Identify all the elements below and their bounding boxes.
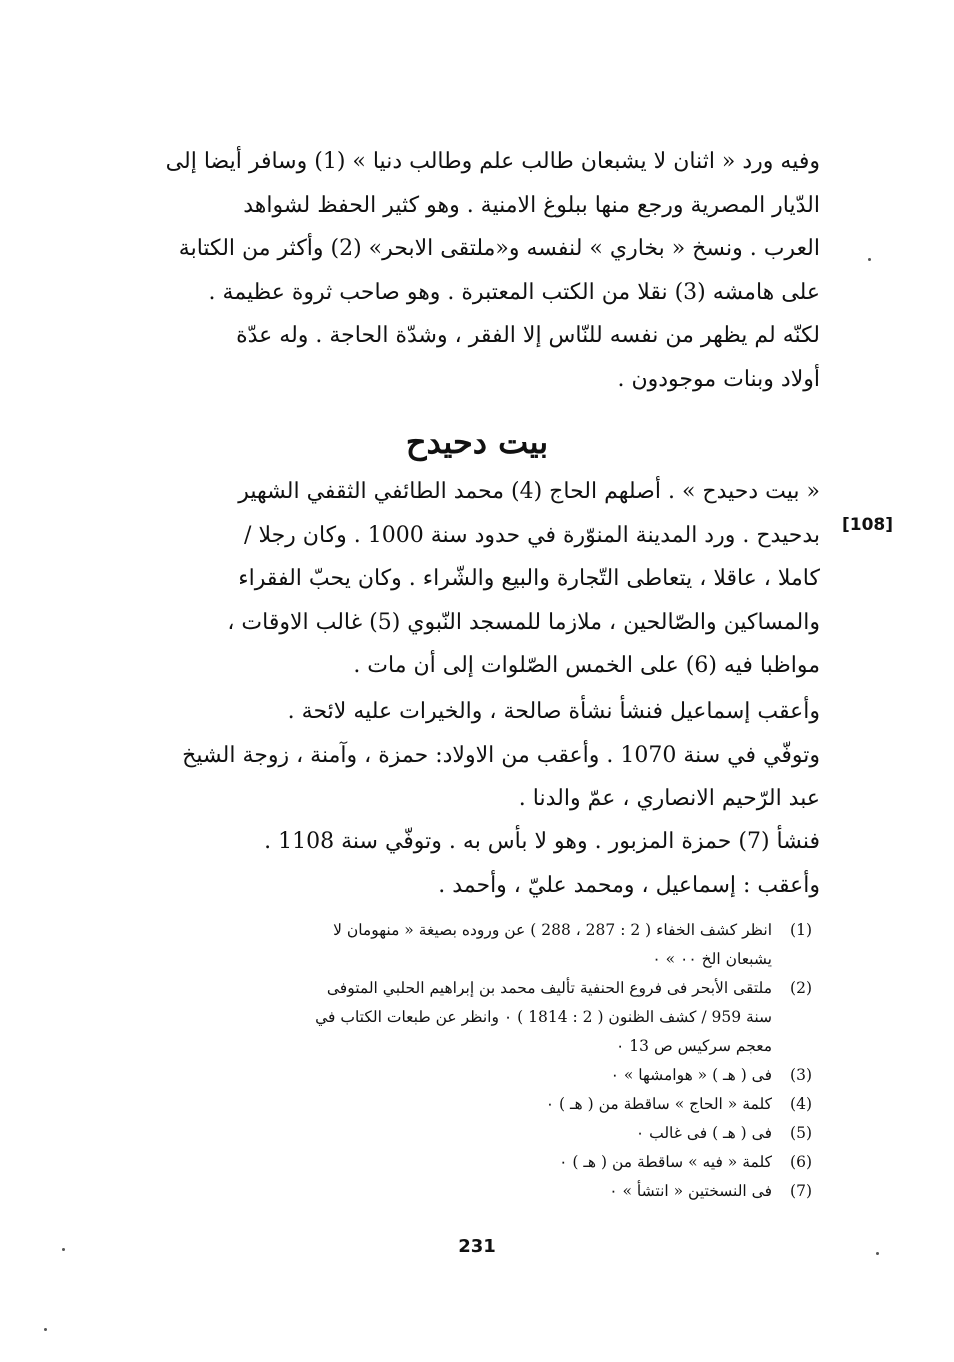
text-line: أولاد وبنات موجودون . (617, 366, 820, 392)
text-line: فنشأ (7) حمزة المزبور . وهو لا بأس به . وتوفّي سنة 1108 . (264, 829, 820, 854)
footnote-number: (2) (790, 979, 812, 997)
text-line: العرب . ونسخ « بخاري » لنفسه و«ملتقى الابحر» (2) وأكثر من الكتابة (178, 236, 820, 261)
descendants-paragraph (136, 690, 820, 821)
footnotes (152, 916, 812, 1206)
footnote-line: ملتقى الأبحر فى فروع الحنفية تأليف محمد بن إبراهيم الحلبي المتوفى (326, 979, 772, 997)
footnote-text (152, 1119, 772, 1148)
page-number: 231 (458, 1236, 496, 1257)
footnote (152, 974, 812, 1061)
text-line: وتوفّي في سنة 1070 . وأعقب من الاولاد: حمزة ، وآمنة ، زوجة الشيخ (182, 742, 820, 768)
footnote-line: كلمة « الحاج » ساقطة من ( هـ ) ٠ (545, 1095, 772, 1113)
footnote-text (152, 1177, 772, 1206)
text-line: مواظبا فيه (6) على الخمس الصّلوات إلى أن مات . (353, 653, 820, 678)
text-line: بدحيدح . ورد المدينة المنوّرة في حدود سنة 1000 . وكان رجلا / (244, 522, 820, 548)
text-line: وفيه ورد « اثنان لا يشبعان طالب علم وطالب دنيا » (1) وسافر أيضا إلى (165, 149, 820, 174)
footnote-text (152, 1090, 772, 1119)
footnote-line: فى ( هـ ) « هوامشها » ٠ (610, 1066, 772, 1084)
footnote-number: (7) (790, 1182, 812, 1200)
hamza-paragraph (136, 820, 820, 907)
family-origin-paragraph (136, 470, 820, 688)
margin-page-reference: [108] (842, 515, 894, 535)
text-line: على هامشه (3) نقلا من الكتب المعتبرة . وهو صاحب ثروة عظيمة . (208, 279, 820, 305)
footnote-line: كلمة « فيه » ساقطة من ( هـ ) ٠ (559, 1153, 772, 1171)
footnote (152, 1119, 812, 1148)
footnote-line: فى ( هـ ) فى غالب ٠ (635, 1124, 772, 1142)
footnote (152, 1090, 812, 1119)
scan-speck (62, 1248, 65, 1251)
footnote-number: (1) (790, 921, 812, 939)
footnote-line: معجم سركيس ص 13 ٠ (616, 1037, 772, 1055)
intro-paragraph (136, 140, 820, 401)
text-line: لكنّه لم يظهر من نفسه للنّاس إلا الفقر ، وشدّة الحاجة . وله عدّة (236, 323, 820, 348)
text-line: الدّيار المصرية ورجع منها ببلوغ الامنية . وهو كثير الحفظ لشواهد (243, 192, 820, 218)
text-line: وأعقب إسماعيل فنشأ نشأة صالحة ، والخيرات عليه لائحة . (287, 699, 820, 724)
scan-speck (876, 1252, 879, 1255)
footnote-number: (4) (790, 1095, 812, 1113)
footnote-text (152, 916, 772, 974)
footnote-text (152, 974, 772, 1061)
text-line: « بيت دحيدح » . أصلهم الحاج (4) محمد الطائفي الثقفي الشهير (238, 479, 820, 504)
footnote (152, 1148, 812, 1177)
footnote-text (152, 1148, 772, 1177)
footnote (152, 916, 812, 974)
footnote-line: سنة 959 / كشف الظنون ( 2 : 1814 ) ٠ وانظر عن طبعات الكتاب في (315, 1008, 772, 1026)
footnote (152, 1061, 812, 1090)
footnote-number: (3) (790, 1066, 812, 1084)
scan-speck (44, 1328, 47, 1331)
footnote-line: فى النسختين « انتشأ » ٠ (609, 1182, 772, 1200)
footnote-line: يشبعان الخ ٠٠ » ٠ (652, 950, 772, 968)
text-line: كاملا ، عاقلا ، يتعاطى التّجارة والبيع والشّراء . وكان يحبّ الفقراء (238, 566, 820, 591)
footnote-text (152, 1061, 772, 1090)
section-heading: بيت دحيدح (405, 423, 549, 461)
footnote (152, 1177, 812, 1206)
text-line: وأعقب : إسماعيل ، ومحمد عليّ ، وأحمد . (438, 872, 820, 898)
footnote-line: انظر كشف الخفاء ( 2 : 287 ، 288 ) عن وروده بصيغة « منهومان لا (333, 921, 772, 939)
footnote-number: (5) (790, 1124, 812, 1142)
text-line: عبد الرّحيم الانصاري ، عمّ والدنا . (518, 786, 820, 811)
footnote-number: (6) (790, 1153, 812, 1171)
text-line: والمساكين والصّالحين ، ملازما للمسجد النّبوي (5) غالب الاوقات ، (227, 609, 820, 635)
scan-speck (868, 258, 871, 261)
